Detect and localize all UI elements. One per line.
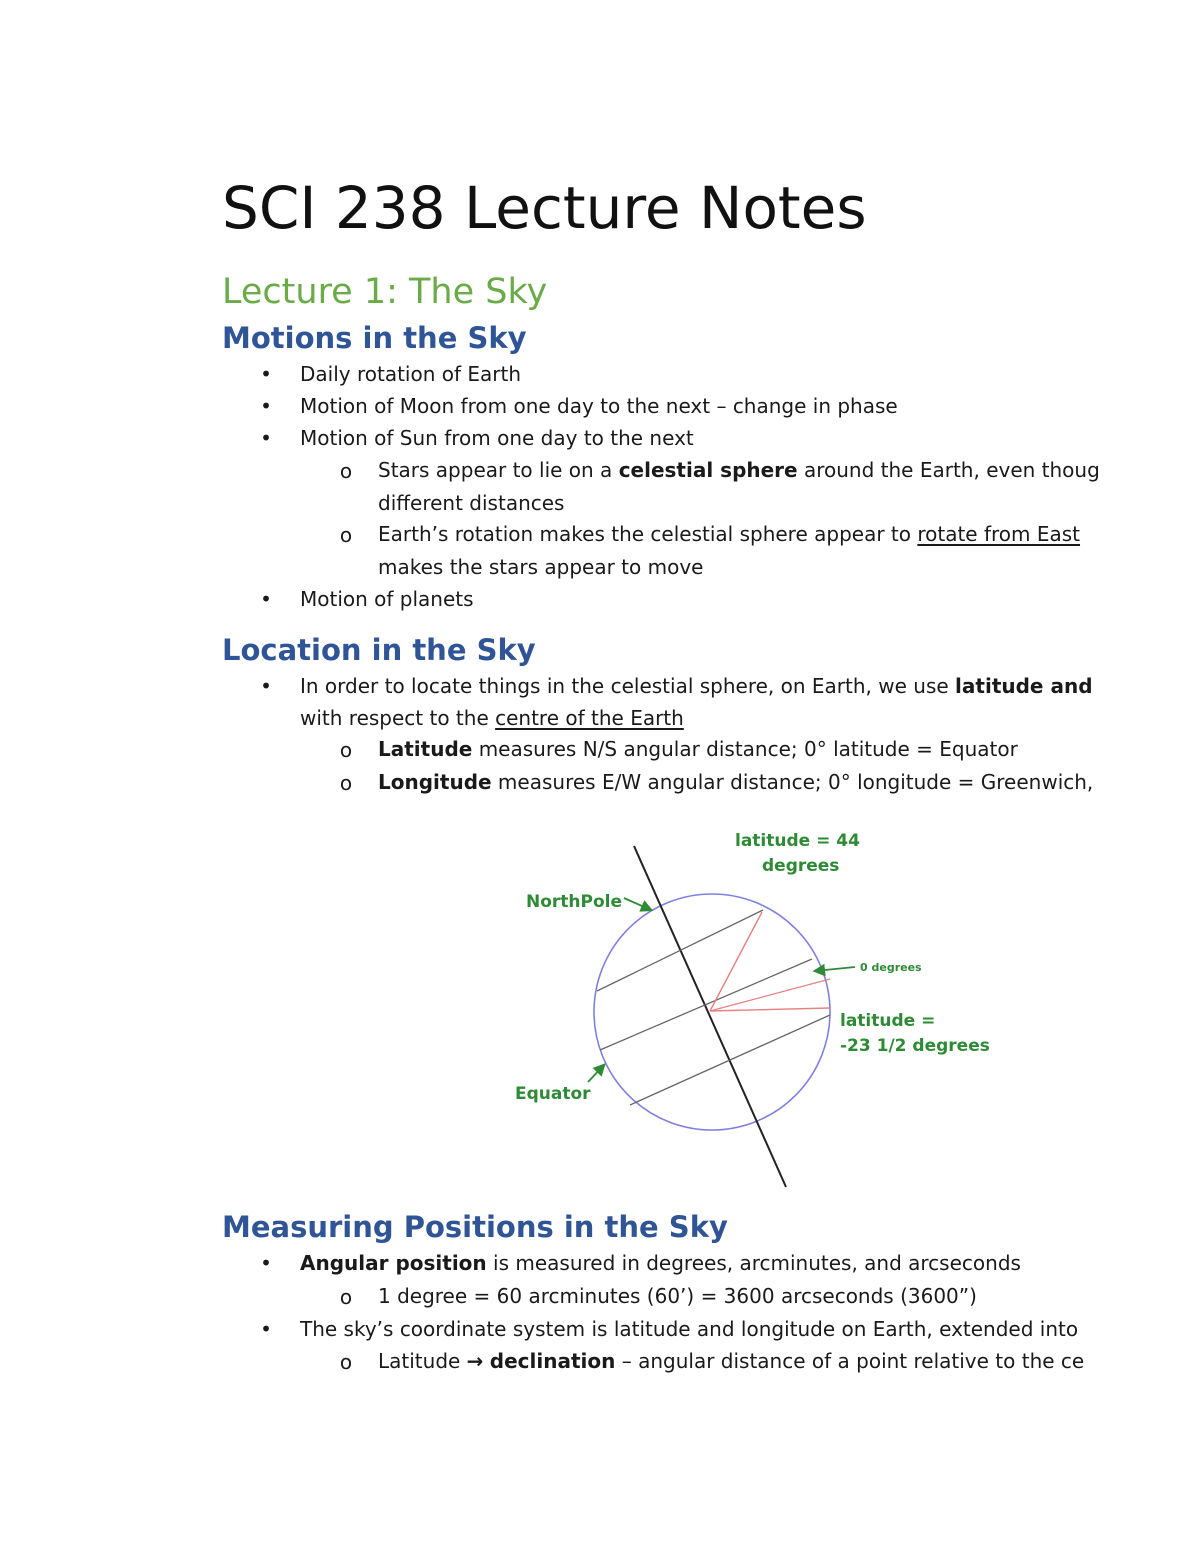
section-heading-motions: Motions in the Sky	[222, 321, 527, 355]
label-latitude-23-value: -23 1/2 degrees	[840, 1036, 990, 1056]
arrow-icon: →	[466, 1349, 484, 1373]
latitude-line	[600, 959, 812, 1050]
sub-bullet-icon: o	[339, 1285, 353, 1309]
label-latitude-23: latitude =	[840, 1011, 936, 1031]
bullet-icon: •	[260, 587, 272, 611]
bold-term: Latitude	[378, 737, 473, 761]
sub-list-item: 1 degree = 60 arcminutes (60’) = 3600 arcseconds (3600”)	[378, 1284, 977, 1308]
text-run: Earth’s rotation makes the celestial sphere appear to	[378, 522, 918, 546]
text-run: – angular distance of a point relative to the ce	[615, 1349, 1085, 1373]
bullet-icon: •	[260, 1251, 272, 1275]
label-latitude-44-unit: degrees	[762, 856, 840, 876]
bullet-icon: •	[260, 362, 272, 386]
sub-bullet-icon: o	[339, 523, 353, 547]
bold-term: celestial sphere	[618, 458, 798, 482]
latitude-line	[597, 910, 763, 991]
angle-line	[710, 1008, 830, 1011]
sub-list-item	[378, 766, 1094, 798]
list-item	[300, 670, 1093, 702]
equator-arrow	[588, 1065, 604, 1082]
earth-circle	[594, 894, 830, 1130]
bullet-icon: •	[260, 1317, 272, 1341]
angle-line	[710, 912, 762, 1011]
bold-term: latitude and	[955, 674, 1093, 698]
list-item: Motion of Moon from one day to the next – change in phase	[300, 394, 898, 418]
label-latitude-44: latitude = 44	[735, 831, 860, 851]
bullet-icon: •	[260, 394, 272, 418]
list-item	[300, 1247, 1060, 1279]
sub-list-item	[378, 733, 1060, 765]
underlined-term: rotate from East	[917, 522, 1081, 546]
text-run: is measured in degrees, arcminutes, and arcseconds	[486, 1251, 1021, 1275]
sub-list-item-continued: different distances	[378, 491, 565, 515]
list-item: Motion of Sun from one day to the next	[300, 426, 694, 450]
sub-list-item	[378, 454, 1100, 486]
bold-term: Longitude	[378, 770, 492, 794]
section-heading-measuring: Measuring Positions in the Sky	[222, 1210, 728, 1244]
list-item: Motion of planets	[300, 587, 474, 611]
sub-bullet-icon: o	[339, 738, 353, 762]
sub-list-item	[378, 518, 1081, 550]
bold-term: declination	[489, 1349, 616, 1373]
north-pole-arrow	[624, 898, 651, 910]
text-run: measures E/W angular distance; 0° longitude = Greenwich,	[491, 770, 1094, 794]
text-run: around the Earth, even thoug	[797, 458, 1100, 482]
sub-bullet-icon: o	[339, 771, 353, 795]
bullet-icon: •	[260, 426, 272, 450]
list-item: The sky’s coordinate system is latitude and longitude on Earth, extended into	[300, 1317, 1079, 1341]
bullet-icon: •	[260, 674, 272, 698]
text-run: Stars appear to lie on a	[378, 458, 619, 482]
sub-list-item	[378, 1345, 1085, 1377]
latitude-diagram	[500, 820, 1020, 1200]
bold-term: Angular position	[300, 1251, 487, 1275]
sub-bullet-icon: o	[339, 1350, 353, 1374]
text-run: measures N/S angular distance; 0° latitude = Equator	[472, 737, 1018, 761]
list-item-continued	[300, 702, 684, 734]
text-run: Latitude	[378, 1349, 467, 1373]
section-heading-location: Location in the Sky	[222, 633, 536, 667]
label-equator: Equator	[515, 1084, 591, 1104]
text-run: In order to locate things in the celestial sphere, on Earth, we use	[300, 674, 956, 698]
lecture-heading: Lecture 1: The Sky	[222, 272, 548, 312]
list-item: Daily rotation of Earth	[300, 362, 522, 386]
text-run: with respect to the	[300, 706, 496, 730]
label-zero-degrees: 0 degrees	[860, 961, 922, 974]
sub-list-item-continued: makes the stars appear to move	[378, 555, 704, 579]
page-title: SCI 238 Lecture Notes	[222, 174, 867, 242]
sub-bullet-icon: o	[339, 459, 353, 483]
underlined-term: centre of the Earth	[495, 706, 684, 730]
rotation-axis	[634, 846, 786, 1187]
label-north-pole: NorthPole	[526, 892, 623, 912]
